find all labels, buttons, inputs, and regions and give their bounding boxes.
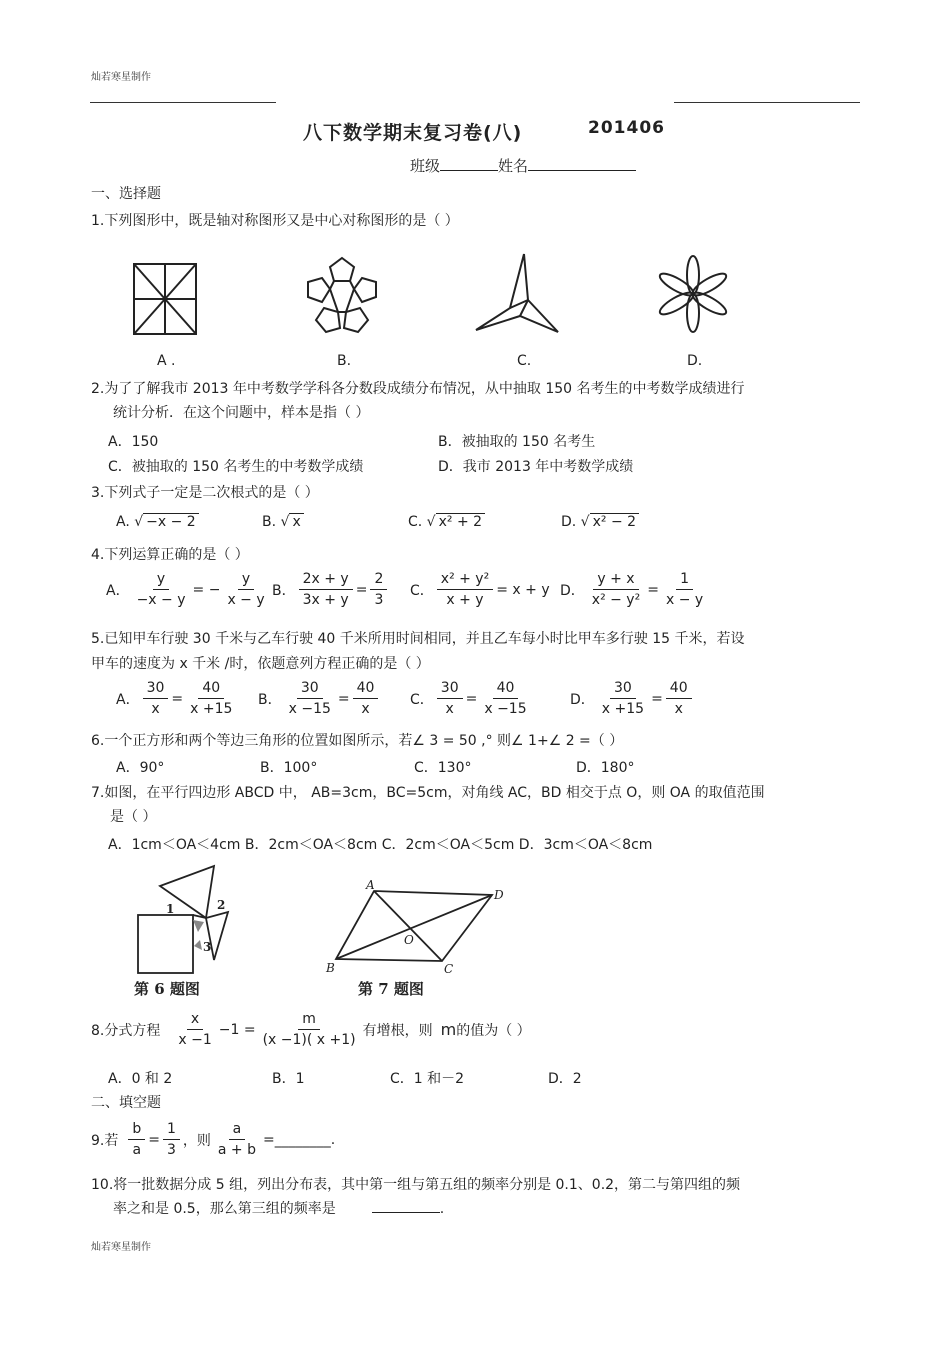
q6-option-a: A．90° (116, 760, 165, 776)
q1-option-a: A . (157, 353, 176, 369)
q9-tail: =________. (263, 1131, 336, 1148)
q4-d-frac2: $\frac{1}{x - y}$ (665, 571, 704, 608)
page-title: 八下数学期末复习卷(八) (303, 122, 523, 144)
name-label: 姓名 (498, 157, 529, 175)
q5-option-a (116, 679, 239, 718)
q8-frac2: $\frac{m}{(x -1)( x +1)}$ (262, 1011, 356, 1048)
figure-q7-caption: 第 7 题图 (358, 980, 424, 998)
q6-option-d: D．180° (576, 760, 635, 776)
q5-d-label: D． (570, 691, 595, 708)
fig6-label-1: 1 (166, 902, 175, 916)
q1-figure-a (128, 258, 200, 338)
q3-d-expr: x² − 2 (590, 513, 639, 530)
q5-d-frac2: $\frac{40}{x}$ (666, 679, 692, 718)
q9-eq: = (148, 1131, 160, 1148)
q5-c-eq: = (465, 690, 478, 707)
q8-option-a: A．0 和 2 (108, 1071, 173, 1087)
q9-comma: ，则 (182, 1132, 211, 1149)
q3-text: 3.下列式子一定是二次根式的是（ ） (91, 485, 319, 501)
q5-a-label: A． (116, 691, 140, 708)
q8-option-b: B．1 (272, 1071, 305, 1087)
fig7-label-o: O (404, 933, 414, 947)
q5-d-eq: = (651, 690, 663, 707)
q7-line1: 7.如图，在平行四边形 ABCD 中， AB=3cm，BC=5cm，对角线 AC，BD 相交于点 O，则 OA 的取值范围 (91, 785, 765, 801)
q8-row (91, 1010, 531, 1049)
q8-prefix: 8.分式方程 (91, 1022, 161, 1039)
q2-option-d: D．我市 2013 年中考数学成绩 (438, 459, 634, 475)
figure-q6-caption: 第 6 题图 (134, 980, 200, 998)
q9-frac3: $\frac{a}{a + b}$ (217, 1121, 257, 1158)
q4-c-frac1: $\frac{\text{x² + y²}}{x + y}$ (437, 570, 493, 609)
q5-c-frac2: $\frac{40}{x -15}$ (484, 680, 527, 717)
q5-line2: 甲车的速度为 x 千米 /时，依题意列方程正确的是（ ） (91, 656, 430, 672)
q4-option-a (106, 570, 272, 609)
q5-line1: 5.已知甲车行驶 30 千米与乙车行驶 40 千米所用时间相同，并且乙车每小时比甲车多行驶 15 千米，若设 (91, 631, 745, 647)
q1-option-d: D. (687, 353, 703, 369)
q1-figure-d (650, 252, 736, 336)
q2-option-a: A．150 (108, 434, 159, 450)
q10-line1: 10.将一批数据分成 5 组，列出分布表，其中第一组与第五组的频率分别是 0.1、0.2，第二与第四组的频 (91, 1177, 741, 1193)
q3-c-expr: x² + 2 (436, 513, 485, 530)
q4-option-d (560, 570, 710, 609)
q5-d-frac1: $\frac{30}{x +15}$ (601, 680, 645, 717)
q9-row (91, 1120, 335, 1159)
q10-line2-wrap (113, 1198, 444, 1218)
fig6-label-3: 3 (203, 940, 212, 954)
footer-note: 灿若寒星制作 (91, 1242, 151, 1253)
q6-option-b: B．100° (260, 760, 318, 776)
q5-a-frac1: $\frac{30}{x}$ (143, 679, 169, 718)
q4-a-label: A． (106, 582, 130, 599)
section-choice: 一、选择题 (91, 186, 161, 202)
q8-frac1: $\frac{x}{x -1}$ (178, 1011, 212, 1048)
q10-tail: . (439, 1201, 445, 1217)
q4-c-label: C． (410, 582, 434, 599)
q5-b-label: B． (258, 691, 282, 708)
header-rule-left (90, 102, 276, 103)
q1-figure-b (300, 252, 384, 338)
q3-option-a: A. √ −x − 2 (116, 514, 199, 530)
q4-a-frac2: $\frac{y}{x - y}$ (227, 571, 265, 608)
q4-b-frac2: $\frac{2}{3}$ (370, 570, 387, 609)
q4-text: 4.下列运算正确的是（ ） (91, 547, 249, 563)
q8-suffix: 有增根，则 (362, 1022, 433, 1039)
q2-line1: 2.为了了解我市 2013 年中考数学学科各分数段成绩分布情况，从中抽取 150 名考生的中考数学成绩进行 (91, 381, 745, 397)
q1-option-c: C. (517, 353, 532, 369)
q8-option-d: D．2 (548, 1071, 582, 1087)
name-blank (528, 156, 636, 171)
q4-a-frac1: $\frac{y}{-x - y}$ (136, 571, 186, 608)
fig7-label-c: C (444, 962, 454, 976)
q8-mid: −1 = (218, 1021, 256, 1038)
q10-blank (372, 1198, 440, 1213)
q2-option-b: B．被抽取的 150 名考生 (438, 434, 596, 450)
q6-text: 6.一个正方形和两个等边三角形的位置如图所示，若∠ 3 = 50 ,° 则∠ 1+∠ 2 =（ ） (91, 733, 624, 749)
q2-line2: 统计分析．在这个问题中，样本是指（ ） (113, 405, 370, 421)
q3-option-b: B. √ x (262, 514, 304, 530)
q3-d-label: D. (561, 514, 577, 530)
q5-a-frac2: $\frac{40}{x +15}$ (190, 680, 233, 717)
date-code: 201406 (588, 118, 665, 138)
q5-b-eq: = (337, 690, 350, 707)
fig7-label-b: B (326, 961, 335, 975)
figure-q7 (322, 875, 512, 979)
q5-option-b (258, 679, 381, 718)
q5-c-label: C． (410, 691, 434, 708)
q3-a-label: A. (116, 514, 130, 530)
q8-suffix2: 的值为（ ） (456, 1022, 531, 1039)
q1-option-b: B. (337, 353, 352, 369)
q4-a-mid: = − (192, 581, 221, 598)
q5-a-eq: = (171, 690, 184, 707)
q4-d-mid: = (647, 581, 659, 598)
q6-option-c: C．130° (414, 760, 472, 776)
q8-option-c: C．1 和－2 (390, 1071, 465, 1087)
q2-option-c: C．被抽取的 150 名考生的中考数学成绩 (108, 459, 364, 475)
q7-line2: 是（ ） (110, 809, 157, 825)
q1-figure-c (470, 250, 570, 338)
q5-c-frac1: $\frac{30}{x}$ (437, 679, 463, 718)
figure-q6 (128, 862, 238, 977)
class-field (410, 155, 636, 176)
q5-option-d (570, 679, 695, 718)
class-label: 班级 (410, 157, 441, 175)
header-rule-right (674, 102, 860, 103)
class-blank (440, 156, 498, 171)
q5-b-frac2: $\frac{40}{x}$ (353, 679, 379, 718)
fig7-label-d: D (494, 888, 504, 902)
fig6-label-2: 2 (217, 898, 226, 912)
q3-c-label: C. (408, 514, 423, 530)
q4-b-mid: = (355, 581, 368, 598)
header-note: 灿若寒星制作 (91, 72, 151, 83)
q8-m: m (440, 1020, 457, 1039)
q4-c-mid: = x + y (496, 581, 550, 598)
q3-a-expr: −x − 2 (143, 513, 199, 530)
q9-frac1: $\frac{b}{a}$ (128, 1120, 145, 1159)
q4-b-frac1: $\frac{2x + y}{3x + y}$ (299, 570, 353, 609)
section-fill: 二、填空题 (91, 1095, 161, 1111)
q3-option-c: C. √ x² + 2 (408, 514, 485, 530)
q1-text: 1.下列图形中，既是轴对称图形又是中心对称图形的是（ ） (91, 213, 459, 229)
q3-option-d: D. √ x² − 2 (561, 514, 639, 530)
q9-prefix: 9.若 (91, 1132, 119, 1149)
q3-b-label: B. (262, 514, 277, 530)
q9-frac2: $\frac{1}{3}$ (163, 1120, 180, 1159)
q4-option-b (272, 570, 390, 609)
q4-option-c (410, 570, 550, 609)
q10-line2: 率之和是 0.5，那么第三组的频率是 (113, 1201, 336, 1217)
q3-b-expr: x (289, 513, 303, 530)
q4-b-label: B． (272, 582, 296, 599)
q5-option-c (410, 679, 534, 718)
q4-d-frac1: $\frac{y + x}{\text{x² − y²}}$ (591, 571, 641, 608)
q4-d-label: D． (560, 582, 585, 599)
q7-options: A．1cm＜OA＜4cm B．2cm＜OA＜8cm C．2cm＜OA＜5cm D．3cm＜OA＜8cm (108, 837, 653, 853)
q5-b-frac1: $\frac{30}{x -15}$ (288, 680, 331, 717)
fig7-label-a: A (366, 878, 375, 892)
